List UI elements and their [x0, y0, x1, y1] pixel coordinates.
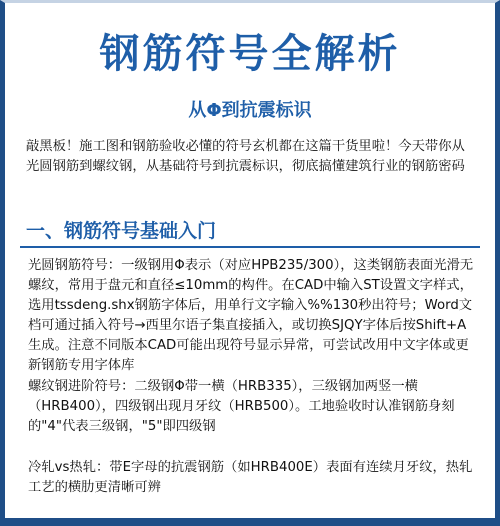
- paragraph-plain-bar-symbol: 光圆钢筋符号：一级钢用Φ表示（对应HPB235/300），这类钢筋表面光滑无螺纹，常用于盘元和直径≤10mm的构件。在CAD中输入ST设置文字样式，选用tssdeng.shx钢筋字体后，用单行文字输入%%130秒出符号；Word文档可通过插入符号→西里尔语子集直接插入，或切换SJQY字体后按Shift+A生成。注意不同版本CAD可能出现符号显示异常，可尝试改用中文字体或更新钢筋专用字体库: [28, 258, 474, 373]
- page-title: 钢筋符号全解析: [99, 31, 401, 77]
- section-heading: 一、钢筋符号基础入门: [26, 220, 217, 242]
- page-subtitle: 从Φ到抗震标识: [188, 100, 312, 121]
- paragraph-cold-vs-hot-rolled: 冷轧vs热轧：带E字母的抗震钢筋（如HRB400E）表面有连续月牙纹，热轧工艺的横肋更清晰可辨: [28, 460, 473, 495]
- section-divider: [20, 246, 480, 248]
- paragraph-rebar-symbol: 螺纹钢进阶符号：二级钢Φ带一横（HRB335），三级钢加两竖一横（HRB400），四级钢出现月牙纹（HRB500）。工地验收时认准钢筋身刻的"4"代表三级钢，"5"即四级钢: [28, 379, 455, 434]
- intro-paragraph: 敲黑板！施工图和钢筋验收必懂的符号玄机都在这篇干货里啦！今天带你从光圆钢筋到螺纹钢，从基础符号到抗震标识，彻底搞懂建筑行业的钢筋密码: [26, 139, 465, 174]
